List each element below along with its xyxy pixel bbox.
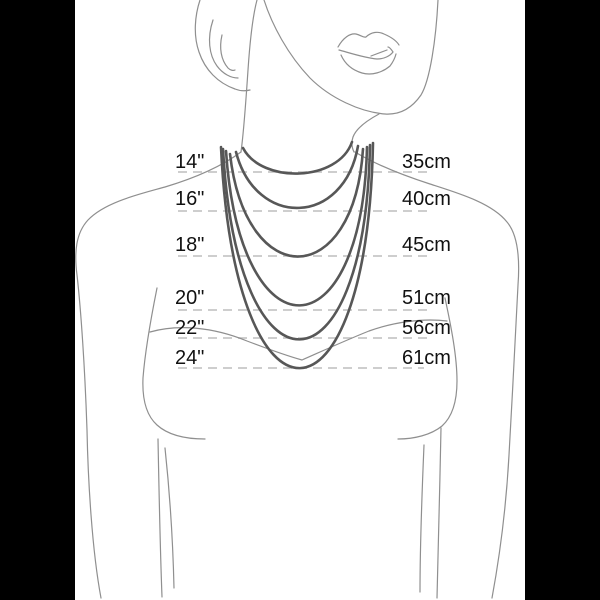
mouth-line xyxy=(339,47,393,59)
ear-outer-icon xyxy=(195,0,250,91)
label-24-inches: 24" xyxy=(175,347,205,369)
neck-front-line xyxy=(352,114,379,152)
label-20-inches: 20" xyxy=(175,287,205,309)
letterbox-left xyxy=(0,0,75,600)
label-22-inches: 22" xyxy=(175,317,205,339)
diagram-canvas xyxy=(75,0,525,600)
necklace-16in xyxy=(236,146,358,208)
label-35-cm: 35cm xyxy=(402,151,451,173)
necklace-18in xyxy=(230,149,363,257)
lips-icon xyxy=(338,32,399,74)
label-45-cm: 45cm xyxy=(402,234,451,256)
left-inner-arm-line xyxy=(158,439,162,597)
left-shoulder-arm-line xyxy=(76,152,241,598)
necklace-14in xyxy=(243,142,352,174)
label-51-cm: 51cm xyxy=(402,287,451,309)
necklace-length-diagram xyxy=(75,0,525,600)
label-61-cm: 61cm xyxy=(402,347,451,369)
left-torso-line xyxy=(165,448,174,588)
ear-inner-curve xyxy=(221,35,235,70)
jawline xyxy=(264,0,438,114)
neck-back-line xyxy=(241,0,257,152)
necklace-strands xyxy=(221,142,373,368)
label-18-inches: 18" xyxy=(175,234,205,256)
right-shoulder-arm-line xyxy=(355,152,519,598)
ear-middle-curve xyxy=(210,20,238,78)
label-14-inches: 14" xyxy=(175,151,205,173)
label-40-cm: 40cm xyxy=(402,188,451,210)
label-16-inches: 16" xyxy=(175,188,205,210)
label-56-cm: 56cm xyxy=(402,317,451,339)
woman-figure-illustration xyxy=(76,0,519,598)
right-inner-arm-line xyxy=(437,428,441,598)
upper-lip-line xyxy=(338,32,399,47)
lip-corner-accent xyxy=(371,50,387,56)
right-torso-line xyxy=(420,445,424,592)
letterbox-right xyxy=(525,0,600,600)
